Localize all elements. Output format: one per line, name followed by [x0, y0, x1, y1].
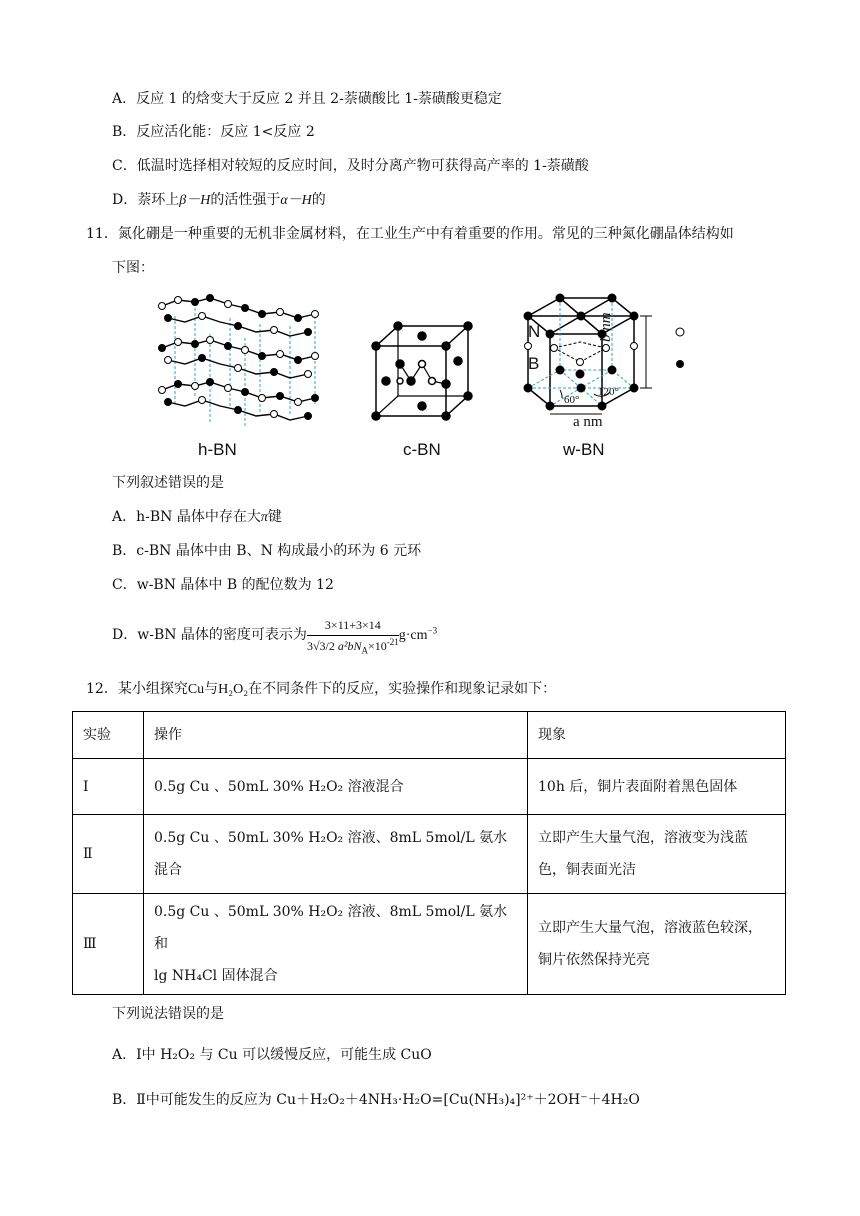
density-unit-pow: −3 [427, 625, 438, 636]
w-bn-b-dimension: b nm [598, 312, 614, 342]
experiment-table [72, 711, 786, 995]
q12-prompt: 下列说法错误的是 [112, 1006, 224, 1022]
q11-prompt: 下列叙述错误的是 [112, 475, 224, 491]
table-row [73, 759, 786, 815]
q12-stem-pre: 12．某小组探究 [86, 681, 188, 697]
c-bn-label: c-BN [403, 440, 441, 459]
row3-op-line1: 0.5g Cu 、50mL 30% H₂O₂ 溶液、8mL 5mol/L 氨水和 [154, 904, 508, 952]
row2-phen [528, 815, 786, 894]
density-unit: g·cm [398, 628, 428, 643]
q12-stem-mid: 与 [204, 681, 219, 697]
beta-h: β－H [179, 193, 211, 208]
row3-exp: Ⅲ [73, 894, 144, 995]
q11-option-a [112, 507, 282, 528]
q12-option-b: B．Ⅱ中可能发生的反应为 Cu＋H₂O₂＋4NH₃·H₂O=[Cu(NH₃)₄]²⁺＋2OH⁻＋4H₂O [112, 1092, 640, 1108]
table-header-row [73, 712, 786, 759]
row3-phen-line2: 铜片依然保持光亮 [538, 952, 650, 968]
row2-phen-line1: 立即产生大量气泡，溶液变为浅蓝 [538, 830, 748, 846]
header-phenomenon: 现象 [528, 712, 786, 759]
w-bn-a-dimension: a nm [573, 414, 603, 430]
q10-option-a: A．反应 1 的焓变大于反应 2 并且 2-萘磺酸比 1-萘磺酸更稳定 [112, 91, 502, 107]
pi-symbol: π [260, 510, 268, 525]
row2-op: 0.5g Cu 、50mL 30% H₂O₂ 溶液、8mL 5mol/L 氨水混合 [144, 815, 528, 894]
row3-phen-line1: 立即产生大量气泡，溶液蓝色较深， [538, 920, 762, 936]
alpha-h: α－H [280, 193, 312, 208]
row1-phen: 10h 后，铜片表面附着黑色固体 [528, 759, 786, 815]
q11-option-c: C．w-BN 晶体中 B 的配位数为 12 [112, 577, 334, 593]
den-pow: -21 [386, 636, 399, 647]
den-exp: ×10 [367, 638, 387, 653]
q10-option-d-pre: D．萘环上 [112, 192, 180, 208]
den-two: 2 [328, 638, 335, 653]
q12-stem [86, 679, 556, 700]
den-coef: 3√3 [306, 638, 326, 653]
q10-option-d [112, 190, 326, 211]
density-fraction [307, 615, 399, 656]
den-avogadro-sub: A [361, 644, 368, 655]
q12-stem-post: 在不同条件下的反应，实验操作和现象记录如下： [248, 681, 557, 697]
q11-option-d [112, 605, 437, 666]
density-numerator: 3×11+3×14 [307, 615, 399, 636]
header-experiment: 实验 [73, 712, 144, 759]
q12-option-a: A．Ⅰ中 H₂O₂ 与 Cu 可以缓慢反应，可能生成 CuO [112, 1047, 432, 1063]
header-operation: 操作 [144, 712, 528, 759]
q10-option-d-post: 的 [311, 192, 326, 208]
row2-exp: Ⅱ [73, 815, 144, 894]
legend-b-label: B [528, 354, 540, 373]
row2-phen-line2: 色，铜表面光洁 [538, 862, 636, 878]
row3-phen [528, 894, 786, 995]
w-bn-angle-60: 60° [564, 394, 580, 406]
q12-stem-h2o2: H₂O₂ [218, 682, 249, 697]
row1-exp: Ⅰ [73, 759, 144, 815]
h-bn-structure [159, 295, 319, 427]
h-bn-label: h-BN [198, 440, 237, 459]
q11-option-b: B．c-BN 晶体中由 B、N 构成最小的环为 6 元环 [112, 543, 422, 559]
q11-stem-line2: 下图： [112, 260, 154, 276]
q10-option-d-mid: 的活性强于 [210, 192, 281, 208]
row3-op-line2: lg NH₄Cl 固体混合 [154, 968, 278, 984]
q11-option-d-text: D．w-BN 晶体的密度可表示为 [112, 627, 307, 643]
table-row [73, 894, 786, 995]
c-bn-structure [372, 322, 472, 420]
legend-n-label: N [528, 322, 541, 341]
q10-option-c: C．低温时选择相对较短的反应时间，及时分离产物可获得高产率的 1-萘磺酸 [112, 158, 589, 174]
q10-option-b: B．反应活化能：反应 1<反应 2 [112, 124, 315, 140]
q12-stem-cu: Cu [187, 682, 205, 697]
row1-op: 0.5g Cu 、50mL 30% H₂O₂ 溶液混合 [144, 759, 528, 815]
q11-stem-line1: 11．氮化硼是一种重要的无机非金属材料，在工业生产中有着重要的作用。常见的三种氮化硼晶体结构如 [86, 226, 734, 242]
den-vars: a²bN [337, 638, 362, 653]
w-bn-angle-120: 120° [598, 386, 619, 398]
density-denominator: 3√3/2 $a^2bN_A\times 10^{-21}$ [306, 636, 399, 655]
table-row [73, 815, 786, 894]
w-bn-label: w-BN [563, 440, 605, 459]
row3-op [144, 894, 528, 995]
q11-option-a-post: 键 [267, 509, 282, 525]
q11-option-a-text: A．h-BN 晶体中存在大 [112, 509, 261, 525]
